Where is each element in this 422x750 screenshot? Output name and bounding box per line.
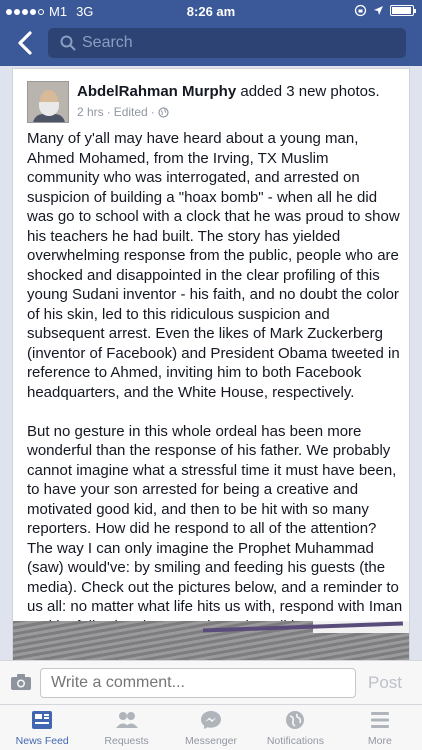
tab-news-feed[interactable]: [0, 705, 84, 750]
status-bar: [0, 0, 422, 22]
edited-label[interactable]: Edited: [113, 105, 148, 119]
tab-requests[interactable]: [84, 705, 168, 750]
post-comment-button[interactable]: Post: [368, 673, 403, 692]
notifications-icon: [283, 709, 307, 731]
more-icon: [368, 709, 392, 731]
tab-bar: [0, 704, 422, 750]
tab-label: News Feed: [15, 735, 69, 747]
post-paragraph-2: But no gesture in this whole ordeal has been more wonderful than the response of his father. We probably cannot imagine what a stressful time it must have been, to have your son arrested for being a creative and motivated good kid, and then to be hit with so many reporters. How did he respond to all of the attention? The way I can only imagine the Prophet Muhammad (saw) would've: by smiling and feeding his guests (the media). Check out the pictures below, and a reminder to us all: no matter what life hits us with, respond with Iman: [27, 422, 403, 615]
search-placeholder: Search: [82, 34, 133, 51]
post-header: [77, 83, 380, 100]
avatar[interactable]: [27, 81, 69, 123]
tab-label: Notifications: [266, 735, 325, 747]
camera-icon[interactable]: [10, 673, 32, 691]
requests-icon: [114, 709, 140, 731]
search-input[interactable]: [48, 28, 406, 58]
post-action: added 3 new photos.: [236, 83, 380, 100]
tab-label: Messenger: [185, 735, 237, 747]
post-card: [12, 68, 410, 660]
tab-messenger[interactable]: [169, 705, 253, 750]
post-meta: 2 hrs · Edited ·: [77, 105, 169, 119]
tab-label: Requests: [104, 735, 149, 747]
messenger-icon: [199, 709, 223, 731]
battery-icon: [390, 5, 414, 16]
tab-more[interactable]: [338, 705, 422, 750]
news-feed-icon: [30, 709, 54, 731]
orientation-lock-icon: [354, 4, 367, 17]
search-icon: [60, 35, 76, 51]
comment-bar: [0, 660, 422, 704]
globe-icon: [158, 107, 169, 118]
network-type: 3G: [76, 4, 94, 19]
author-name[interactable]: AbdelRahman Murphy: [77, 83, 237, 100]
tab-notifications[interactable]: [253, 705, 337, 750]
back-chevron-icon[interactable]: [12, 28, 38, 58]
location-icon: [373, 5, 384, 16]
post-body: [27, 129, 403, 675]
post-time[interactable]: 2 hrs: [77, 105, 104, 119]
comment-input[interactable]: [40, 668, 356, 698]
post-photo[interactable]: [13, 621, 409, 661]
tab-label: More: [367, 735, 392, 747]
top-bar: [0, 0, 422, 66]
clock: 8:26 am: [186, 4, 236, 19]
carrier-name: M1: [49, 4, 68, 19]
post-paragraph-1: Many of y'all may have heard about a young man, Ahmed Mohamed, from the Irving, TX Muslim community who was interrogated, and arrested on suspicion of building a "hoax bomb" - when all he did was go to school with a clock that he was proud to show his teachers he had built. The story has yielded overwhelming response from the public, people who are shocked and disappointed in the clear profiling of this young Sudani inventor - his faith, and no doubt the color of his skin, led to this ridiculous suspicion and subsequent arrest. Even the likes of Mark Zuckerberg (inventor of Facebook) and President Obama tweeted in reference to Ahmed, inviting him to both Facebook headquarters, and the White House, respectively.: [27, 130, 400, 401]
